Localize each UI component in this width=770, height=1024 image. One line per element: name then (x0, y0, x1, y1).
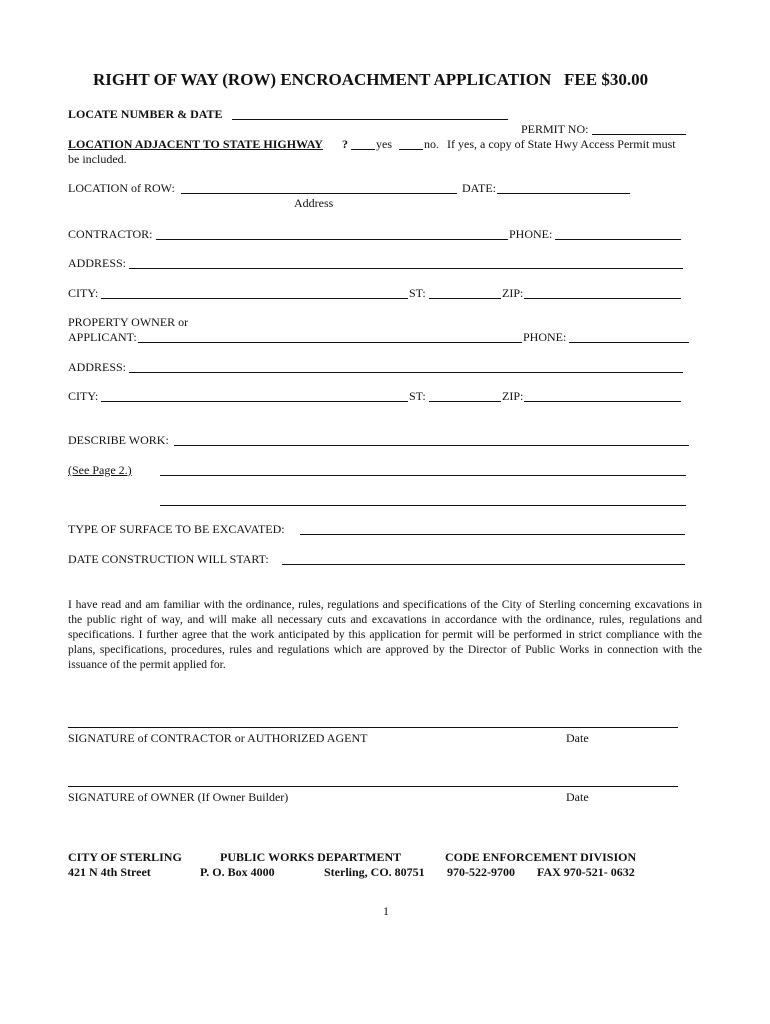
locate-number-label: LOCATE NUMBER & DATE (68, 107, 223, 121)
describe-work-field-1[interactable] (174, 445, 689, 446)
contractor-phone-field[interactable] (555, 239, 681, 240)
footer-city: CITY OF STERLING (68, 850, 182, 864)
contractor-address-label: ADDRESS: (68, 256, 127, 270)
location-row-date-label: DATE: (462, 181, 496, 195)
applicant-label: APPLICANT: (68, 330, 137, 344)
owner-phone-label: PHONE: (523, 330, 567, 344)
owner-zip-field[interactable] (524, 401, 681, 402)
footer-city-state: Sterling, CO. 80751 (324, 865, 425, 879)
state-highway-question: LOCATION ADJACENT TO STATE HIGHWAY (68, 137, 323, 151)
contractor-zip-field[interactable] (524, 298, 681, 299)
footer-po-box: P. O. Box 4000 (200, 865, 275, 879)
page-number: 1 (383, 904, 389, 918)
footer-fax: FAX 970-521- 0632 (537, 865, 635, 879)
surface-type-label: TYPE OF SURFACE TO BE EXCAVATED: (68, 522, 285, 536)
state-highway-no-field[interactable] (399, 149, 423, 150)
construction-start-field[interactable] (282, 564, 685, 565)
see-page-2-link[interactable]: (See Page 2.) (68, 463, 132, 477)
owner-signature-date-label: Date (566, 790, 589, 804)
contractor-city-label: CITY: (68, 286, 99, 300)
owner-zip-label: ZIP: (502, 389, 524, 403)
applicant-field[interactable] (138, 342, 522, 343)
state-highway-note: If yes, a copy of State Hwy Access Permit must (447, 137, 676, 151)
describe-work-label: DESCRIBE WORK: (68, 433, 169, 447)
owner-address-label: ADDRESS: (68, 360, 127, 374)
contractor-zip-label: ZIP: (502, 286, 524, 300)
contractor-city-field[interactable] (101, 298, 408, 299)
describe-work-field-3[interactable] (160, 505, 686, 506)
yes-label: yes (376, 137, 392, 151)
form-title: RIGHT OF WAY (ROW) ENCROACHMENT APPLICATION FEE $30.00 (93, 70, 649, 89)
location-row-field[interactable] (181, 193, 457, 194)
owner-city-field[interactable] (101, 401, 408, 402)
contractor-signature-line[interactable] (68, 727, 678, 728)
construction-start-label: DATE CONSTRUCTION WILL START: (68, 552, 269, 566)
owner-phone-field[interactable] (569, 342, 689, 343)
contractor-st-field[interactable] (429, 298, 501, 299)
contractor-phone-label: PHONE: (509, 227, 553, 241)
surface-type-field[interactable] (300, 534, 685, 535)
address-caption: Address (294, 196, 334, 210)
contractor-signature-date-label: Date (566, 731, 589, 745)
state-highway-yes-field[interactable] (351, 149, 375, 150)
location-row-date-field[interactable] (497, 193, 630, 194)
locate-number-field[interactable] (232, 119, 508, 120)
footer-phone: 970-522-9700 (447, 865, 515, 879)
contractor-address-field[interactable] (129, 268, 683, 269)
contractor-field[interactable] (156, 239, 508, 240)
owner-address-field[interactable] (129, 372, 683, 373)
agreement-statement: I have read and am familiar with the ordinance, rules, regulations and specifications of the City of Sterling concerning excavations in the public right of way, and will make all necessary cuts and excavations in accordance with the ordinance, rules, regulations and specifications. I further agree that the work anticipated by this application for permit will be performed in strict compliance with the plans, specifications, procedures, rules and regulations which are approved by the Director of Public Works in connection with the issuance of the permit applied for. (68, 598, 702, 671)
footer-street: 421 N 4th Street (68, 865, 151, 879)
no-label: no. (424, 137, 439, 151)
owner-city-label: CITY: (68, 389, 99, 403)
owner-signature-line[interactable] (68, 786, 678, 787)
footer-division: CODE ENFORCEMENT DIVISION (445, 850, 637, 864)
state-highway-note-cont: be included. (68, 152, 127, 166)
contractor-label: CONTRACTOR: (68, 227, 153, 241)
owner-st-field[interactable] (429, 401, 501, 402)
owner-st-label: ST: (409, 389, 426, 403)
owner-label: PROPERTY OWNER or (68, 315, 189, 329)
owner-signature-label: SIGNATURE of OWNER (If Owner Builder) (68, 790, 289, 804)
footer-department: PUBLIC WORKS DEPARTMENT (220, 850, 402, 864)
location-row-label: LOCATION of ROW: (68, 181, 175, 195)
contractor-signature-label: SIGNATURE of CONTRACTOR or AUTHORIZED AGENT (68, 731, 368, 745)
contractor-st-label: ST: (409, 286, 426, 300)
permit-no-field[interactable] (592, 134, 686, 135)
state-highway-qmark: ? (342, 137, 348, 151)
describe-work-field-2[interactable] (160, 475, 686, 476)
permit-no-label: PERMIT NO: (521, 122, 589, 136)
